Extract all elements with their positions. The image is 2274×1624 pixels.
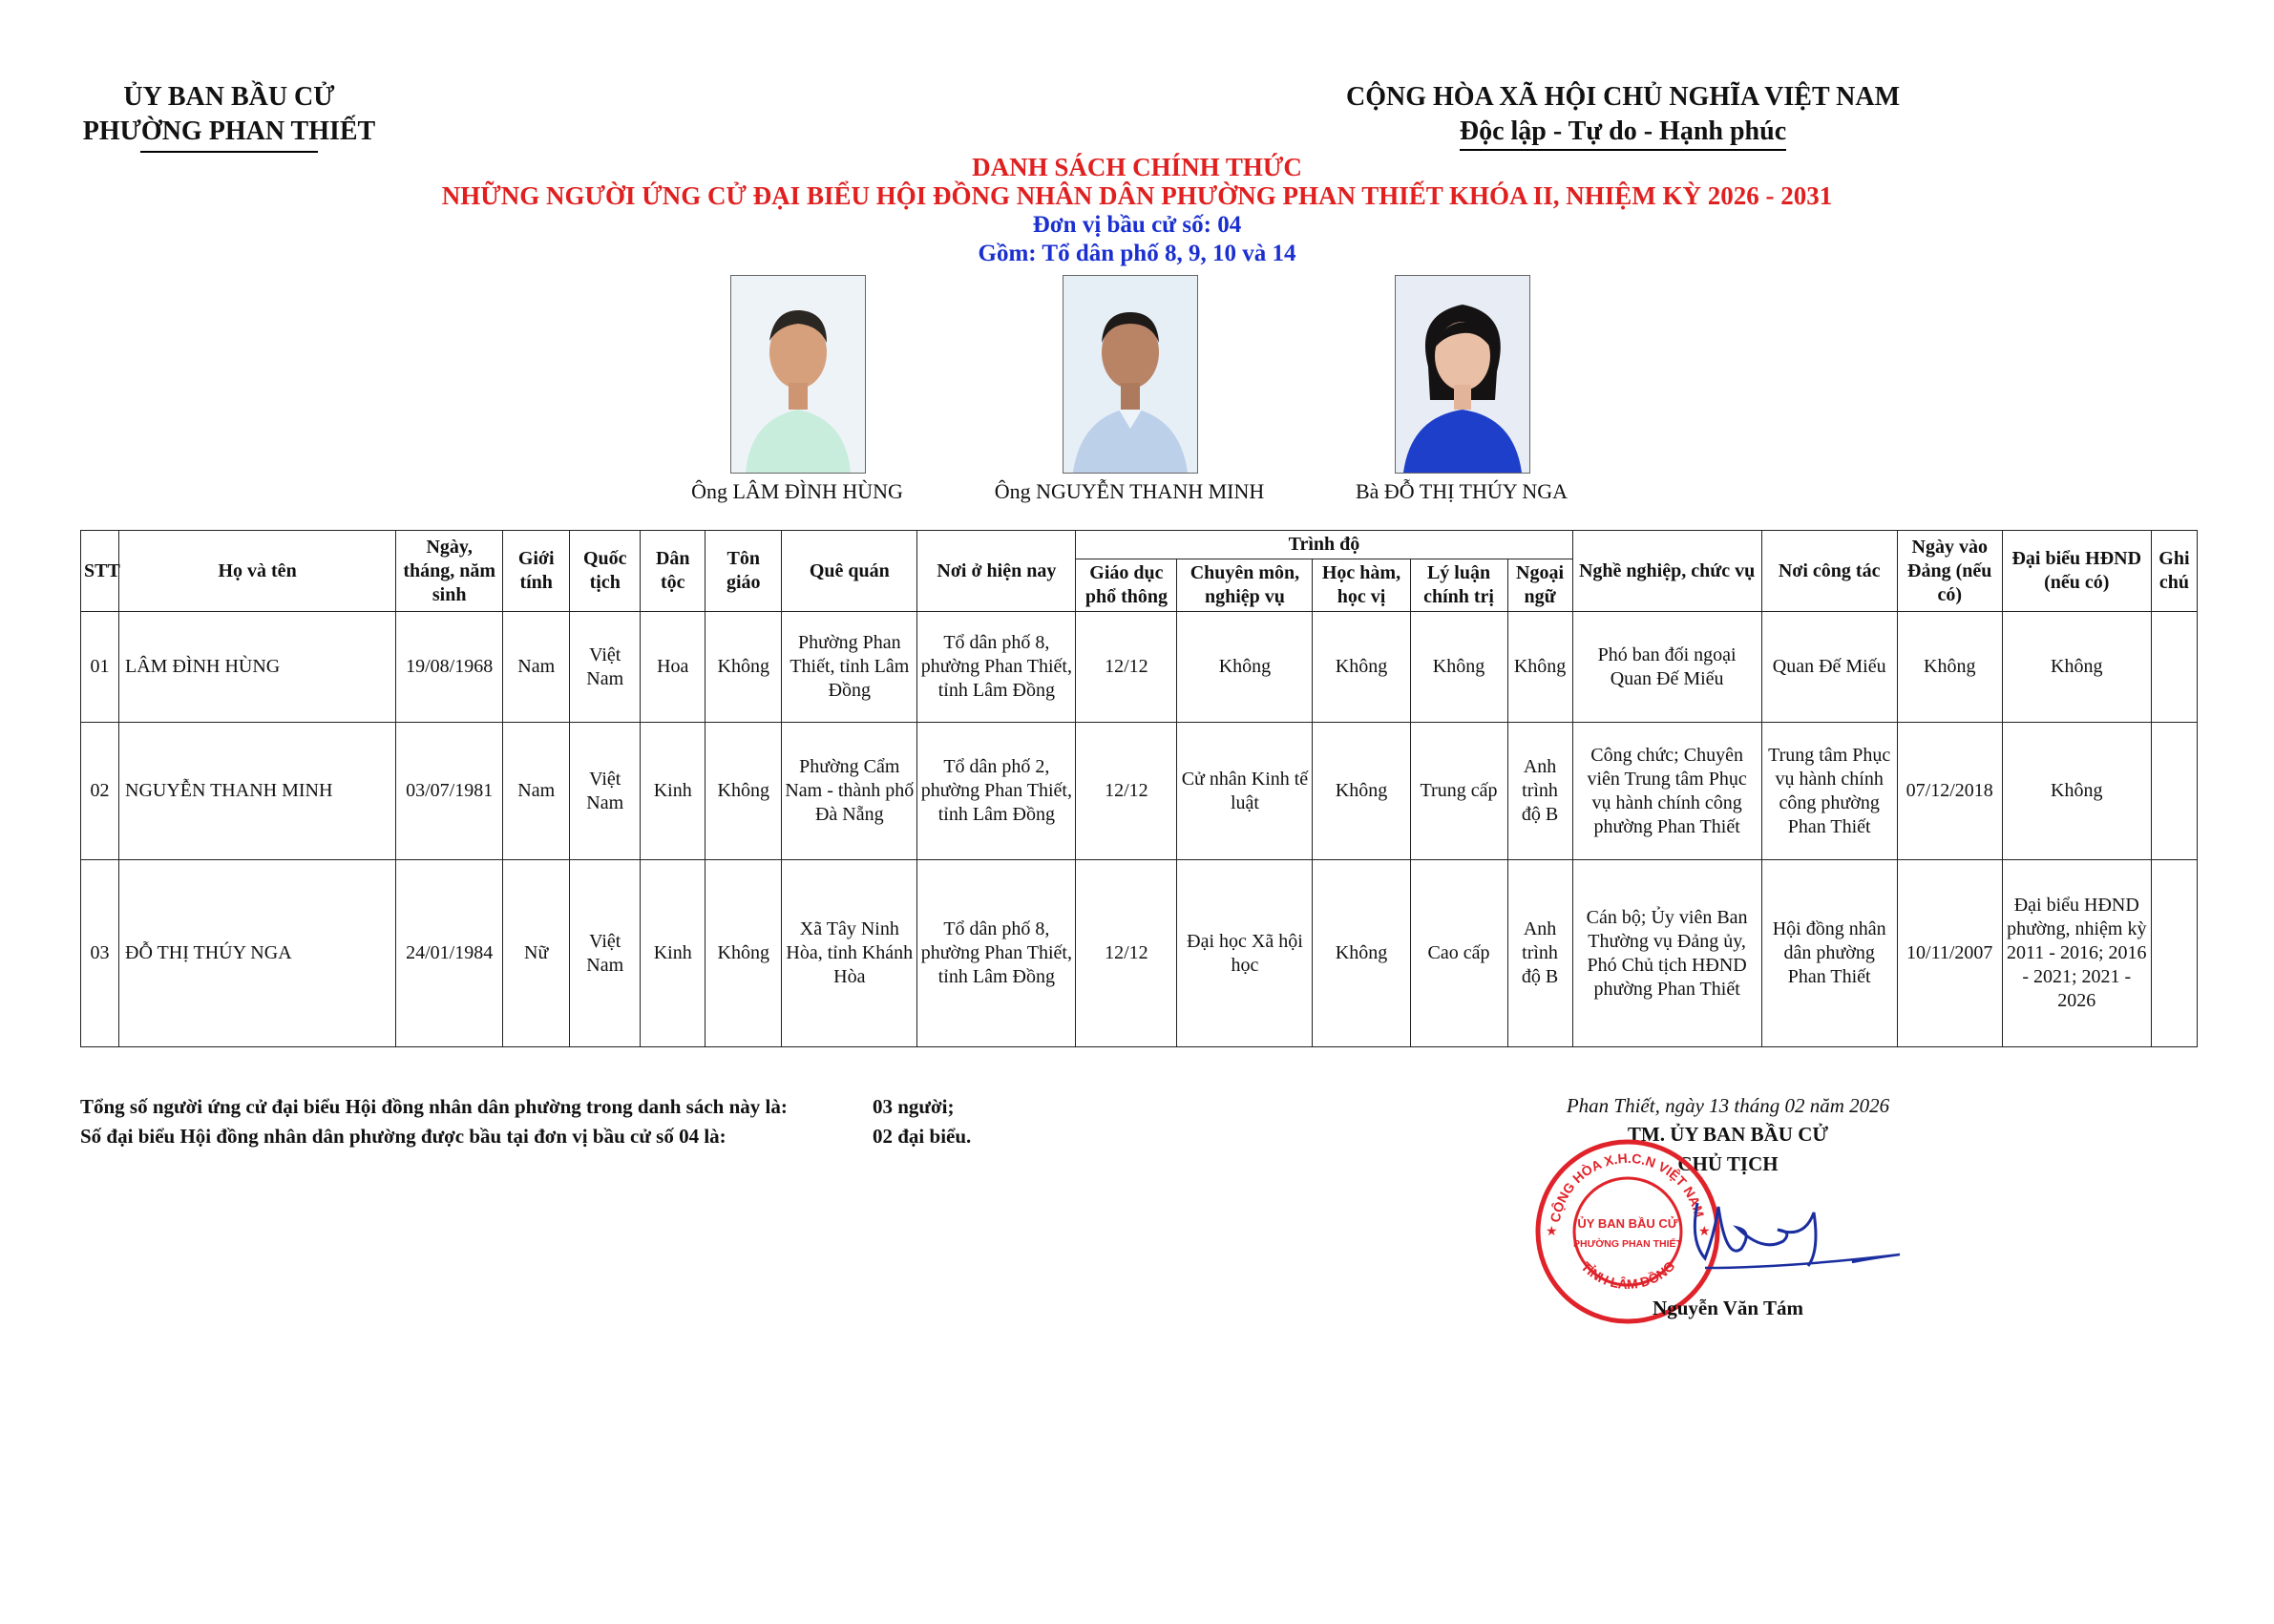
cell-religion: Không <box>705 860 782 1047</box>
document-subtitle: NHỮNG NGƯỜI ỨNG CỬ ĐẠI BIỂU HỘI ĐỒNG NHÂN DÂN PHƯỜNG PHAN THIẾT KHÓA II, NHIỆM KỲ 2026 - 2031 <box>441 181 1833 210</box>
cell-stt: 02 <box>81 723 119 860</box>
col-residence: Nơi ở hiện nay <box>917 531 1076 612</box>
cell-dob: 24/01/1984 <box>396 860 503 1047</box>
col-dob: Ngày, tháng, năm sinh <box>396 531 503 612</box>
cell-occupation: Công chức; Chuyên viên Trung tâm Phục vụ hành chính công phường Phan Thiết <box>1572 723 1761 860</box>
cell-party-date: Không <box>1897 612 2002 723</box>
col-gender: Giới tính <box>503 531 570 612</box>
stamp-center-line1: ỦY BAN BẦU CỬ <box>1577 1216 1678 1231</box>
candidate-table <box>80 530 2198 1047</box>
cell-nationality: Việt Nam <box>570 860 641 1047</box>
cell-general-edu: 12/12 <box>1076 723 1177 860</box>
col-name: Họ và tên <box>119 531 396 612</box>
cell-note <box>2151 723 2197 860</box>
col-foreign-lang: Ngoại ngữ <box>1507 559 1572 612</box>
stamp-center-line2: PHƯỜNG PHAN THIẾT <box>1573 1238 1682 1250</box>
candidate-photo-3 <box>1395 275 1530 474</box>
cell-political: Không <box>1410 612 1507 723</box>
cell-name: ĐỖ THỊ THÚY NGA <box>119 860 396 1047</box>
cell-hdnd: Không <box>2002 723 2151 860</box>
col-stt: STT <box>81 531 119 612</box>
cell-general-edu: 12/12 <box>1076 860 1177 1047</box>
total-value: 03 người; <box>873 1095 955 1118</box>
cell-religion: Không <box>705 612 782 723</box>
stamp-star-right-icon: ★ <box>1698 1225 1711 1239</box>
cell-workplace: Hội đồng nhân dân phường Phan Thiết <box>1761 860 1897 1047</box>
cell-professional: Đại học Xã hội học <box>1177 860 1313 1047</box>
cell-foreign-lang: Anh trình độ B <box>1507 860 1572 1047</box>
cell-workplace: Quan Đế Miếu <box>1761 612 1897 723</box>
cell-occupation: Cán bộ; Ủy viên Ban Thường vụ Đảng ủy, Phó Chủ tịch HĐND phường Phan Thiết <box>1572 860 1761 1047</box>
cell-note <box>2151 860 2197 1047</box>
national-motto <box>1279 80 1967 151</box>
cell-dob: 19/08/1968 <box>396 612 503 723</box>
document-title: DANH SÁCH CHÍNH THỨC <box>972 153 1302 181</box>
col-ethnicity: Dân tộc <box>641 531 705 612</box>
electoral-unit-area: Gồm: Tổ dân phố 8, 9, 10 và 14 <box>978 241 1296 266</box>
elected-value: 02 đại biểu. <box>873 1125 972 1148</box>
cell-general-edu: 12/12 <box>1076 612 1177 723</box>
signer-name: Nguyễn Văn Tám <box>1653 1297 1803 1319</box>
sign-org: TM. ỦY BAN BẦU CỬ <box>1627 1123 1829 1146</box>
col-general-edu: Giáo dục phổ thông <box>1076 559 1177 612</box>
cell-name: LÂM ĐÌNH HÙNG <box>119 612 396 723</box>
col-religion: Tôn giáo <box>705 531 782 612</box>
cell-ethnicity: Kinh <box>641 860 705 1047</box>
elected-label: Số đại biểu Hội đồng nhân dân phường được bầu tại đơn vị bầu cử số 04 là: <box>80 1125 726 1148</box>
candidate-caption-1: Ông LÂM ĐÌNH HÙNG <box>691 479 903 503</box>
candidate-photo-1 <box>730 275 866 474</box>
col-nationality: Quốc tịch <box>570 531 641 612</box>
cell-political: Cao cấp <box>1410 860 1507 1047</box>
cell-hdnd: Đại biểu HĐND phường, nhiệm kỳ 2011 - 2016; 2016 - 2021; 2021 - 2026 <box>2002 860 2151 1047</box>
cell-dob: 03/07/1981 <box>396 723 503 860</box>
cell-academic: Không <box>1313 612 1410 723</box>
col-political: Lý luận chính trị <box>1410 559 1507 612</box>
motto-underline <box>1460 149 1786 151</box>
electoral-unit: Đơn vị bầu cử số: 04 <box>1032 212 1242 238</box>
table-row <box>81 860 2198 1047</box>
cell-professional: Không <box>1177 612 1313 723</box>
col-party-date: Ngày vào Đảng (nếu có) <box>1897 531 2002 612</box>
cell-hdnd: Không <box>2002 612 2151 723</box>
cell-foreign-lang: Anh trình độ B <box>1507 723 1572 860</box>
authority-line1: ỦY BAN BẦU CỬ <box>123 82 335 112</box>
col-academic: Học hàm, học vị <box>1313 559 1410 612</box>
cell-ethnicity: Hoa <box>641 612 705 723</box>
cell-residence: Tổ dân phố 8, phường Phan Thiết, tỉnh Lâm Đồng <box>917 860 1076 1047</box>
stamp-bottom-text: TỈNH LÂM ĐỒNG <box>1578 1257 1678 1293</box>
table-row <box>81 612 2198 723</box>
col-workplace: Nơi công tác <box>1761 531 1897 612</box>
cell-academic: Không <box>1313 860 1410 1047</box>
cell-workplace: Trung tâm Phục vụ hành chính công phường Phan Thiết <box>1761 723 1897 860</box>
country-name: CỘNG HÒA XÃ HỘI CHỦ NGHĨA VIỆT NAM <box>1345 82 1901 112</box>
table-row <box>81 723 2198 860</box>
cell-nationality: Việt Nam <box>570 723 641 860</box>
cell-academic: Không <box>1313 723 1410 860</box>
cell-party-date: 07/12/2018 <box>1897 723 2002 860</box>
cell-note <box>2151 612 2197 723</box>
candidate-photo-2 <box>1063 275 1198 474</box>
cell-nationality: Việt Nam <box>570 612 641 723</box>
cell-stt: 01 <box>81 612 119 723</box>
cell-stt: 03 <box>81 860 119 1047</box>
cell-residence: Tổ dân phố 2, phường Phan Thiết, tỉnh Lâm Đồng <box>917 723 1076 860</box>
cell-political: Trung cấp <box>1410 723 1507 860</box>
stamp-ring-text: CỘNG HÒA X.H.C.N VIỆT NAM <box>1547 1149 1708 1224</box>
handwritten-signature <box>1671 1174 1909 1289</box>
col-hometown: Quê quán <box>782 531 917 612</box>
cell-gender: Nam <box>503 612 570 723</box>
cell-residence: Tổ dân phố 8, phường Phan Thiết, tỉnh Lâm Đồng <box>917 612 1076 723</box>
col-professional: Chuyên môn, nghiệp vụ <box>1177 559 1313 612</box>
cell-gender: Nữ <box>503 860 570 1047</box>
col-occupation: Nghề nghiệp, chức vụ <box>1572 531 1761 612</box>
col-education-group: Trình độ <box>1076 531 1572 559</box>
cell-religion: Không <box>705 723 782 860</box>
sign-role: CHỦ TỊCH <box>1677 1152 1779 1175</box>
cell-ethnicity: Kinh <box>641 723 705 860</box>
cell-hometown: Phường Cẩm Nam - thành phố Đà Nẵng <box>782 723 917 860</box>
stamp-star-left-icon: ★ <box>1546 1225 1558 1239</box>
cell-occupation: Phó ban đối ngoại Quan Đế Miếu <box>1572 612 1761 723</box>
col-hdnd: Đại biểu HĐND (nếu có) <box>2002 531 2151 612</box>
candidate-caption-3: Bà ĐỖ THỊ THÚY NGA <box>1355 479 1569 503</box>
cell-hometown: Phường Phan Thiết, tỉnh Lâm Đồng <box>782 612 917 723</box>
col-note: Ghi chú <box>2151 531 2197 612</box>
cell-professional: Cử nhân Kinh tế luật <box>1177 723 1313 860</box>
summary-block <box>80 1092 1035 1151</box>
cell-party-date: 10/11/2007 <box>1897 860 2002 1047</box>
motto: Độc lập - Tự do - Hạnh phúc <box>1459 116 1787 146</box>
authority-line2: PHƯỜNG PHAN THIẾT <box>82 116 376 146</box>
sign-date: Phan Thiết, ngày 13 tháng 02 năm 2026 <box>1566 1094 1890 1117</box>
cell-foreign-lang: Không <box>1507 612 1572 723</box>
total-label: Tổng số người ứng cử đại biểu Hội đồng nhân dân phường trong danh sách này là: <box>80 1095 788 1118</box>
cell-gender: Nam <box>503 723 570 860</box>
cell-hometown: Xã Tây Ninh Hòa, tỉnh Khánh Hòa <box>782 860 917 1047</box>
issuing-authority <box>57 80 401 153</box>
cell-name: NGUYỄN THANH MINH <box>119 723 396 860</box>
candidate-caption-2: Ông NGUYỄN THANH MINH <box>994 479 1265 503</box>
